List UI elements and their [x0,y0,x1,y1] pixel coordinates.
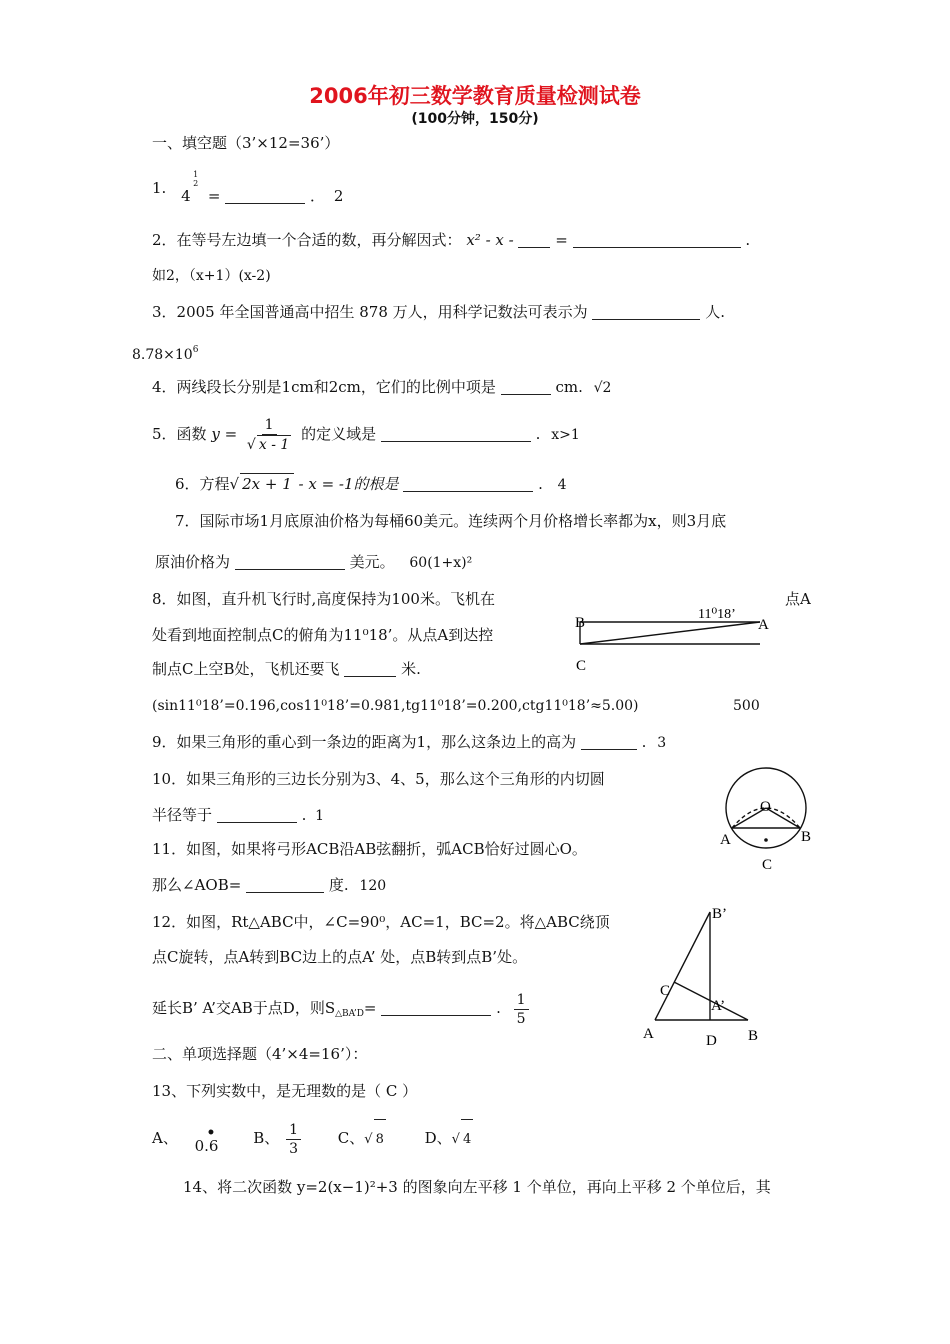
answer-blank[interactable] [518,231,550,248]
point-O-label: O [760,799,771,815]
point-C-label: C [762,857,773,873]
question-7-answer: 60(1+x)² [409,555,473,571]
question-3-answer: $8.78\times 10^6$ [132,345,199,363]
question-11-line-2: 那么∠AOB= 度. 120 [152,876,387,894]
question-11-answer: 120 [359,878,387,894]
question-4-answer: √2 [593,380,612,396]
question-2: 2．在等号左边填一个合适的数，再分解因式： x² - x - = . [152,231,751,249]
question-8-line-2: 处看到地面控制点C的俯角为11⁰18’。从点A到达控 [152,626,494,644]
option-C[interactable]: C、√ 8 [338,1129,391,1147]
question-5-answer: x>1 [551,427,580,443]
answer-blank[interactable] [381,999,491,1016]
answer-blank[interactable] [235,553,345,570]
segment-AB-prime [655,912,710,1020]
option-B[interactable]: B、 $\frac{1}{3}$ [253,1129,308,1147]
question-3: 3．2005 年全国普通高中招生 878 万人，用科学记数法可表示为 人. [152,303,725,321]
answer-blank[interactable] [217,806,297,823]
question-1-number: 1. [152,179,167,197]
exam-subtitle: (100分钟，150分) [411,111,539,127]
question-6-answer: 4 [557,477,567,493]
exam-title: 2006年初三数学教育质量检测试卷 [309,84,641,108]
answer-blank[interactable] [573,231,741,248]
answer-blank[interactable] [344,660,396,677]
question-12-line-1: 12．如图，Rt△ABC中，∠C=90⁰，AC=1，BC=2。将△ABC绕顶 [152,913,610,931]
question-12-answer: $\frac{1}{5}$ [514,991,529,1028]
answer-blank[interactable] [592,303,700,320]
question-9-answer: 3 [657,735,667,751]
point-B-label: B [748,1028,759,1044]
question-7-line-1: 7．国际市场1月底原油价格为每桶60美元。连续两个月价格增长率都为x，则3月底 [175,512,727,530]
question-11-line-1: 11．如图，如果将弓形ACB沿AB弦翻折，弧ACB恰好过圆心O。 [152,840,587,858]
option-A[interactable]: A、 0.6 • [152,1125,219,1155]
triangle-figure [638,900,768,1052]
question-7-line-2: 原油价格为 美元。 60(1+x)² [155,553,473,571]
angle-label: 11⁰18’ [698,607,736,622]
point-B-label: B [575,615,586,631]
question-8-trig-values: (sin11⁰18’=0.196,cos11⁰18’=0.981,tg11⁰18’=0.200,ctg11⁰18’≈5.00) [152,698,639,714]
point-C-label: C [660,983,671,999]
answer-blank[interactable] [501,378,551,395]
question-9: 9．如果三角形的重心到一条边的距离为1，那么这条边上的高为 . 3 [152,733,667,751]
question-1: 1. 4 1 2 = ． 2 [152,170,344,205]
question-10-line-2: 半径等于 . 1 [152,806,325,824]
question-2-answer: 如2，（x+1）(x-2) [152,268,271,284]
question-10-line-1: 10．如果三角形的三边长分别为3、4、5，那么这个三角形的内切圆 [152,770,605,788]
helicopter-figure [570,600,770,680]
option-D[interactable]: D、√ 4 [425,1129,474,1147]
point-C-label: C [576,658,587,674]
question-4: 4．两线段长分别是1cm和2cm，它们的比例中项是 cm. √2 [152,378,612,396]
question-5: 5．函数 y = $\frac{1}{√ x - 1}$ 的定义域是 . x>1 [152,417,580,453]
point-A-label: A [720,832,731,848]
point-B-prime-label: B’ [712,906,727,922]
answer-blank[interactable] [246,876,324,893]
point-B-label: B [801,829,812,845]
question-13: 13、下列实数中，是无理数的是（ C ） [152,1082,418,1100]
answer-blank[interactable] [403,475,533,492]
question-2-expression: x² - x - [466,231,519,249]
question-1-power: 4 1 2 [181,170,199,205]
question-8-answer: 500 [733,698,760,714]
question-12-line-2: 点C旋转，点A转到BC边上的点A’ 处，点B转到点B’处。 [152,948,528,966]
point-C [764,838,768,842]
point-D-label: D [706,1033,717,1049]
question-8-line-3: 制点C上空B处，飞机还要飞 米. [152,660,421,678]
point-A-prime-label: A’ [711,998,726,1014]
point-A-label: A [758,617,769,633]
radius-OB [766,808,800,828]
section-choice-heading: 二、单项选择题（4’×4=16’）： [152,1045,368,1063]
section-fill-in-heading: 一、填空题（3’×12=36’） [152,134,340,152]
circle-figure [712,762,822,877]
question-8-line-1: 8．如图，直升机飞行时,高度保持为100米。飞机在 [152,590,495,608]
question-10-answer: 1 [315,808,325,824]
question-12-line-3: 延长B’ A’交AB于点D，则$S_{\triangle BA’D}=$ . $\frac{1}{5}$ [152,988,531,1034]
question-6: 6．方程√ 2x + 1 - x = -1的根是 . 4 [175,475,567,493]
question-13-options [152,1118,473,1160]
question-8-tail: 点A [785,590,811,608]
answer-blank[interactable] [381,425,531,442]
question-1-answer: 2 [333,187,344,205]
question-5-fraction: $\frac{1}{√ x - 1}$ [246,417,290,453]
question-14: 14、将二次函数 y=2(x−1)²+3 的图象向左平移 1 个单位，再向上平移 2 个单位后，其 [183,1178,771,1196]
answer-blank[interactable] [581,733,637,750]
point-A-label: A [643,1026,654,1042]
answer-blank[interactable] [225,187,305,204]
sight-line [580,622,760,644]
